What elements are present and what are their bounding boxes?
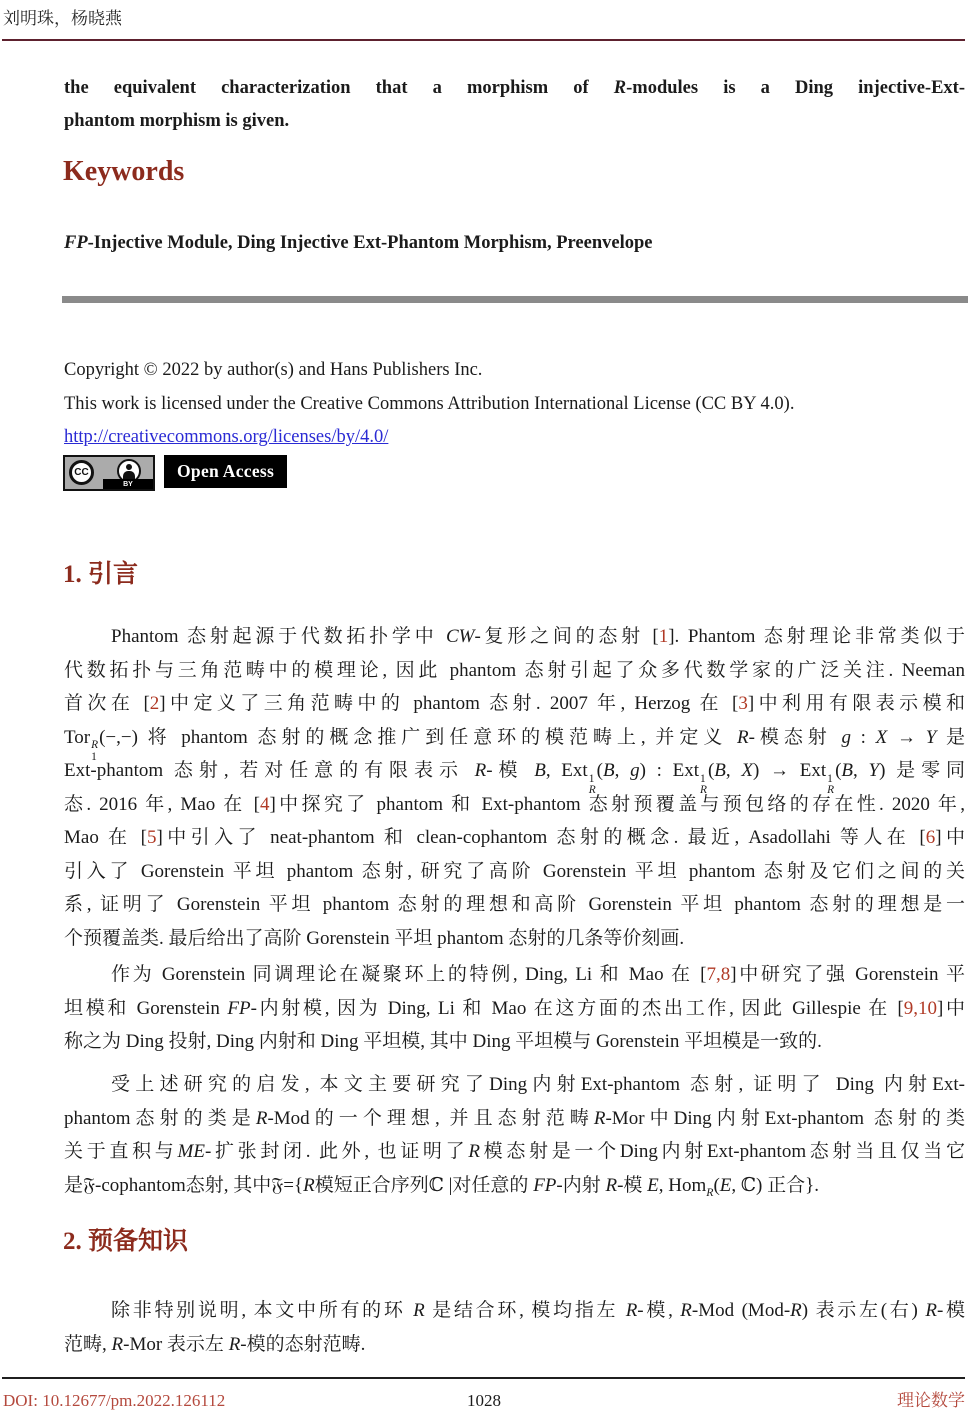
footer-divider: [2, 1377, 965, 1379]
text-line: Phantom 态射起源于代数拓扑学中 CW-复形之间的态射 [1]. Phantom 态射理论非常类似于: [111, 626, 965, 647]
license-text: [64, 354, 965, 421]
cc-icon: CC: [69, 460, 94, 485]
license-block: [64, 354, 965, 455]
header-authors: 刘明珠，杨晓燕: [3, 9, 122, 28]
text-line: Copyright © 2022 by author(s) and Hans Publishers Inc.: [64, 360, 483, 380]
keywords-text: [64, 228, 965, 258]
text-line: 关于直积与ME-扩张封闭. 此外, 也证明了R模态射是一个Ding内射Ext-phantom态射当且仅当它: [64, 1141, 965, 1162]
text-line: Mao 在 [5]中引入了 neat-phantom 和 clean-cophantom 态射的概念. 最近, Asadollahi 等人在 [6]中: [64, 827, 965, 848]
text-line: 除非特别说明, 本文中所有的环 R 是结合环, 模均指左 R-模, R-Mod (Mod-R) 表示左(右) R-模: [111, 1300, 965, 1321]
text-line: phantom态射的类是R-Mod的一个理想, 并且态射范畴R-Mor中Ding内射Ext-phantom 态射的类: [64, 1107, 965, 1129]
text-line: 系, 证明了 Gorenstein 平坦 phantom 态射的理想和高阶 Gorenstein 平坦 phantom 态射的理想是一: [64, 894, 965, 915]
section-1-title: 1. 引言: [63, 561, 139, 588]
footer: [3, 1386, 965, 1411]
cc-by-badge[interactable]: [63, 455, 155, 491]
math-supsub: 1 R: [700, 772, 707, 797]
text-line: 称之为 Ding 投射, Ding 内射和 Ding 平坦模, 其中 Ding 平坦模与 Gorenstein 平坦模是一致的.: [64, 1031, 822, 1052]
footer-doi: DOI: 10.12677/pm.2022.126112: [3, 1391, 226, 1410]
text-line: 个预覆盖类. 最后给出了高阶 Gorenstein 平坦 phantom 态射的几条等价刻画.: [64, 927, 685, 949]
license-badges: [63, 455, 287, 491]
text-line: Tor R 1 (−,−) 将 phantom 态射的概念推广到任意环的模范畴上, 并定义 R-模态射 g : X → Y 是: [64, 726, 966, 763]
open-access-badge[interactable]: Open Access: [164, 455, 287, 488]
math-supsub: R 1: [91, 739, 99, 763]
intro-paragraph-3: [64, 1068, 965, 1202]
license-link[interactable]: http://creativecommons.org/licenses/by/4.0/: [64, 427, 389, 447]
intro-paragraph-1: [64, 620, 965, 955]
section-2-title: 2. 预备知识: [63, 1228, 189, 1255]
keywords-title: Keywords: [63, 156, 185, 187]
preliminaries-paragraph-1: [64, 1294, 965, 1361]
text-line: 代数拓扑与三角范畴中的模理论, 因此 phantom 态射引起了众多代数学家的广泛关注. Neeman: [64, 659, 965, 681]
text-line: 坦模和 Gorenstein FP-内射模, 因为 Ding, Li 和 Mao 在这方面的杰出工作, 因此 Gillespie 在 [9,10]中: [64, 997, 965, 1019]
text-line: 是𝔉-cophantom态射, 其中𝔉={R模短正合序列ℂ |对任意的 FP-内射 R-模 E, Hom$_R$(E, ℂ) 正合}.: [64, 1174, 819, 1199]
abstract-text: [64, 72, 965, 138]
text-line: 作为 Gorenstein 同调理论在凝聚环上的特例, Ding, Li 和 Mao 在 [7,8]中研究了强 Gorenstein 平: [111, 964, 965, 985]
math-supsub: 1 R: [827, 772, 835, 797]
text-line: phantom morphism is given.: [64, 111, 290, 131]
text-line: 受上述研究的启发, 本文主要研究了Ding内射Ext-phantom 态射, 证明了 Ding 内射Ext-: [111, 1074, 965, 1095]
text-line: Ext-phantom 态射, 若对任意的有限表示 R-模 B, Ext 1 R (B, g) : Ext 1 R (B, X) → Ext 1 R (B, Y) 是零同: [64, 760, 966, 797]
header-divider: [2, 39, 965, 41]
text-line: 态. 2016 年, Mao 在 [4]中探究了 phantom 和 Ext-phantom 态射预覆盖与预包络的存在性. 2020 年,: [64, 793, 965, 815]
footer-page-number: 1028: [467, 1391, 501, 1410]
keywords-divider: [62, 296, 968, 303]
text-line: 范畴, R-Mor 表示左 R-模的态射范畴.: [64, 1333, 366, 1355]
intro-paragraph-2: [64, 958, 965, 1059]
text-line: FP-Injective Module, Ding Injective Ext-Phantom Morphism, Preenvelope: [64, 233, 653, 253]
math-supsub: 1 R: [588, 772, 596, 797]
footer-journal-name: 理论数学: [897, 1391, 965, 1410]
text-line: 首次在 [2]中定义了三角范畴中的 phantom 态射. 2007 年, Herzog 在 [3]中利用有限表示模和: [64, 693, 966, 714]
text-line: This work is licensed under the Creative Commons Attribution International License (CC BY 4.0).: [64, 393, 795, 414]
by-label: BY: [103, 479, 153, 489]
text-line: 引入了 Gorenstein 平坦 phantom 态射, 研究了高阶 Gorenstein 平坦 phantom 态射及它们之间的关: [64, 860, 965, 882]
text-line: the equivalent characterization that a morphism of R-modules is a Ding injective-Ext-: [64, 78, 965, 98]
